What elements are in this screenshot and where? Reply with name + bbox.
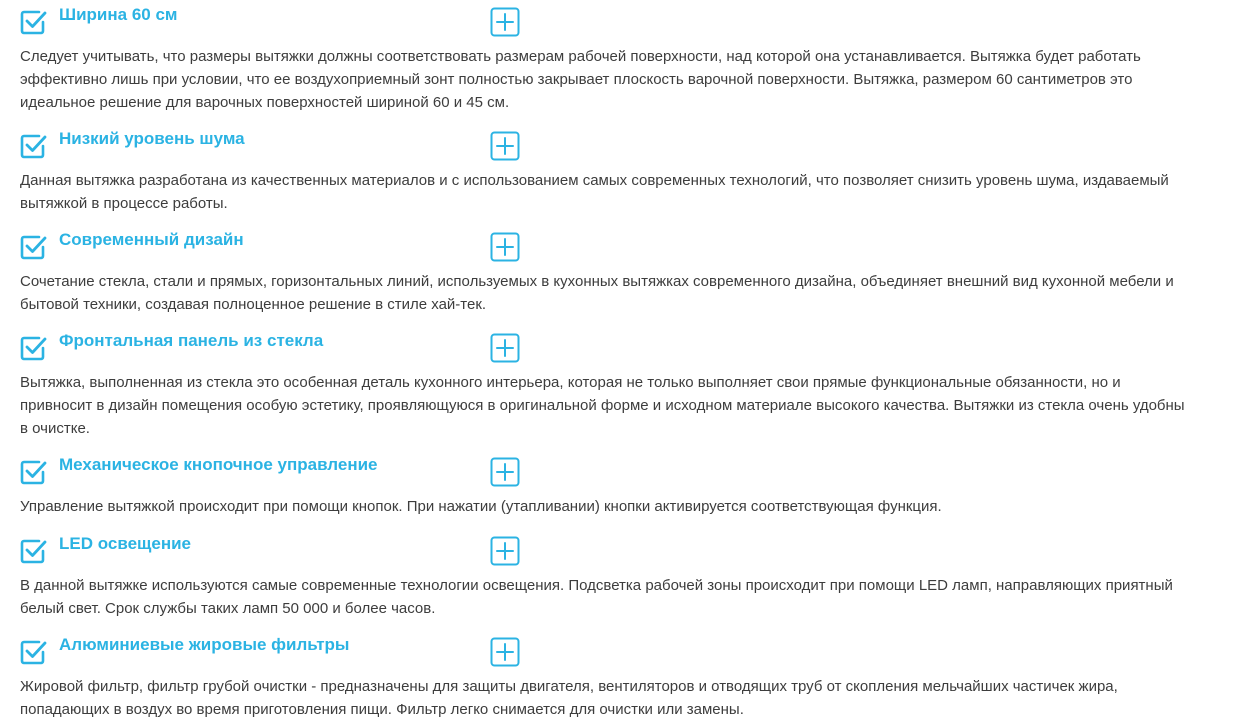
- expand-plus-icon[interactable]: [490, 637, 520, 667]
- description-line: Сочетание стекла, стали и прямых, горизонтальных линий, используемых в кухонных вытяжках современного дизайна, объединяет внешний вид кухонной мебели и: [20, 273, 1174, 290]
- feature-description: [20, 45, 1236, 114]
- description-line: попадающих в воздух во время приготовления пищи. Фильтр легко снимается для очистки или замены.: [20, 701, 744, 718]
- checkbox-check-icon: [18, 131, 48, 161]
- feature-description: [20, 675, 1236, 721]
- feature-header[interactable]: [0, 3, 540, 39]
- feature-description: [20, 371, 1236, 440]
- description-line: Жировой фильтр, фильтр грубой очистки - предназначены для защиты двигателя, вентиляторов и отводящих труб от скопления мельчайших частичек жира,: [20, 678, 1118, 695]
- expand-plus-icon[interactable]: [490, 131, 520, 161]
- checkbox-check-icon: [18, 7, 48, 37]
- description-line: Управление вытяжкой происходит при помощи кнопок. При нажатии (утапливании) кнопки активируется соответствующая функция.: [20, 498, 942, 515]
- checkbox-check-icon: [18, 536, 48, 566]
- feature-header[interactable]: [0, 127, 540, 163]
- expand-plus-icon[interactable]: [490, 7, 520, 37]
- feature-title: Фронтальная панель из стекла: [59, 331, 324, 350]
- feature-title: Ширина 60 см: [59, 5, 178, 24]
- description-line: В данной вытяжке используются самые современные технологии освещения. Подсветка рабочей зоны происходит при помощи LED ламп, направляющих приятный: [20, 577, 1173, 594]
- description-line: Данная вытяжка разработана из качественных материалов и с использованием самых современных технологий, что позволяет снизить уровень шума, издаваемый: [20, 172, 1169, 189]
- description-line: в очистке.: [20, 420, 90, 437]
- feature-title: Низкий уровень шума: [59, 129, 245, 148]
- checkbox-check-icon: [18, 232, 48, 262]
- description-line: эффективно лишь при условии, что ее воздухоприемный зонт полностью закрывает плоскость варочной поверхности. Вытяжка, размером 60 сантиметров это: [20, 71, 1133, 88]
- feature-header[interactable]: [0, 633, 540, 669]
- feature-header[interactable]: [0, 532, 540, 568]
- description-line: привносит в дизайн помещения особую эстетику, проявляющуюся в оригинальной форме и исходном материале высокого качества. Вытяжки из стекла очень удобны: [20, 397, 1185, 414]
- expand-plus-icon[interactable]: [490, 457, 520, 487]
- description-line: Вытяжка, выполненная из стекла это особенная деталь кухонного интерьера, которая не только выполняет свои прямые функциональные обязанности, но и: [20, 374, 1121, 391]
- expand-plus-icon[interactable]: [490, 232, 520, 262]
- feature-description: [20, 270, 1236, 316]
- feature-title: Современный дизайн: [59, 230, 244, 249]
- feature-title: Алюминиевые жировые фильтры: [59, 635, 350, 654]
- checkbox-check-icon: [18, 333, 48, 363]
- checkbox-check-icon: [18, 457, 48, 487]
- feature-header[interactable]: [0, 453, 540, 489]
- description-line: идеальное решение для варочных поверхностей шириной 60 и 45 см.: [20, 94, 510, 111]
- description-line: Следует учитывать, что размеры вытяжки должны соответствовать размерам рабочей поверхности, над которой она устанавливается. Вытяжка будет работать: [20, 48, 1141, 65]
- checkbox-check-icon: [18, 637, 48, 667]
- feature-description: [20, 169, 1236, 215]
- feature-description: [20, 574, 1236, 620]
- feature-title: Механическое кнопочное управление: [59, 455, 378, 474]
- description-line: вытяжкой в процессе работы.: [20, 195, 228, 212]
- feature-header[interactable]: [0, 329, 540, 365]
- feature-title: LED освещение: [59, 534, 191, 553]
- expand-plus-icon[interactable]: [490, 333, 520, 363]
- feature-description: [20, 495, 1236, 518]
- expand-plus-icon[interactable]: [490, 536, 520, 566]
- description-line: белый свет. Срок службы таких ламп 50 000 и более часов.: [20, 600, 436, 617]
- description-line: бытовой техники, создавая полноценное решение в стиле хай-тек.: [20, 296, 487, 313]
- feature-header[interactable]: [0, 228, 540, 264]
